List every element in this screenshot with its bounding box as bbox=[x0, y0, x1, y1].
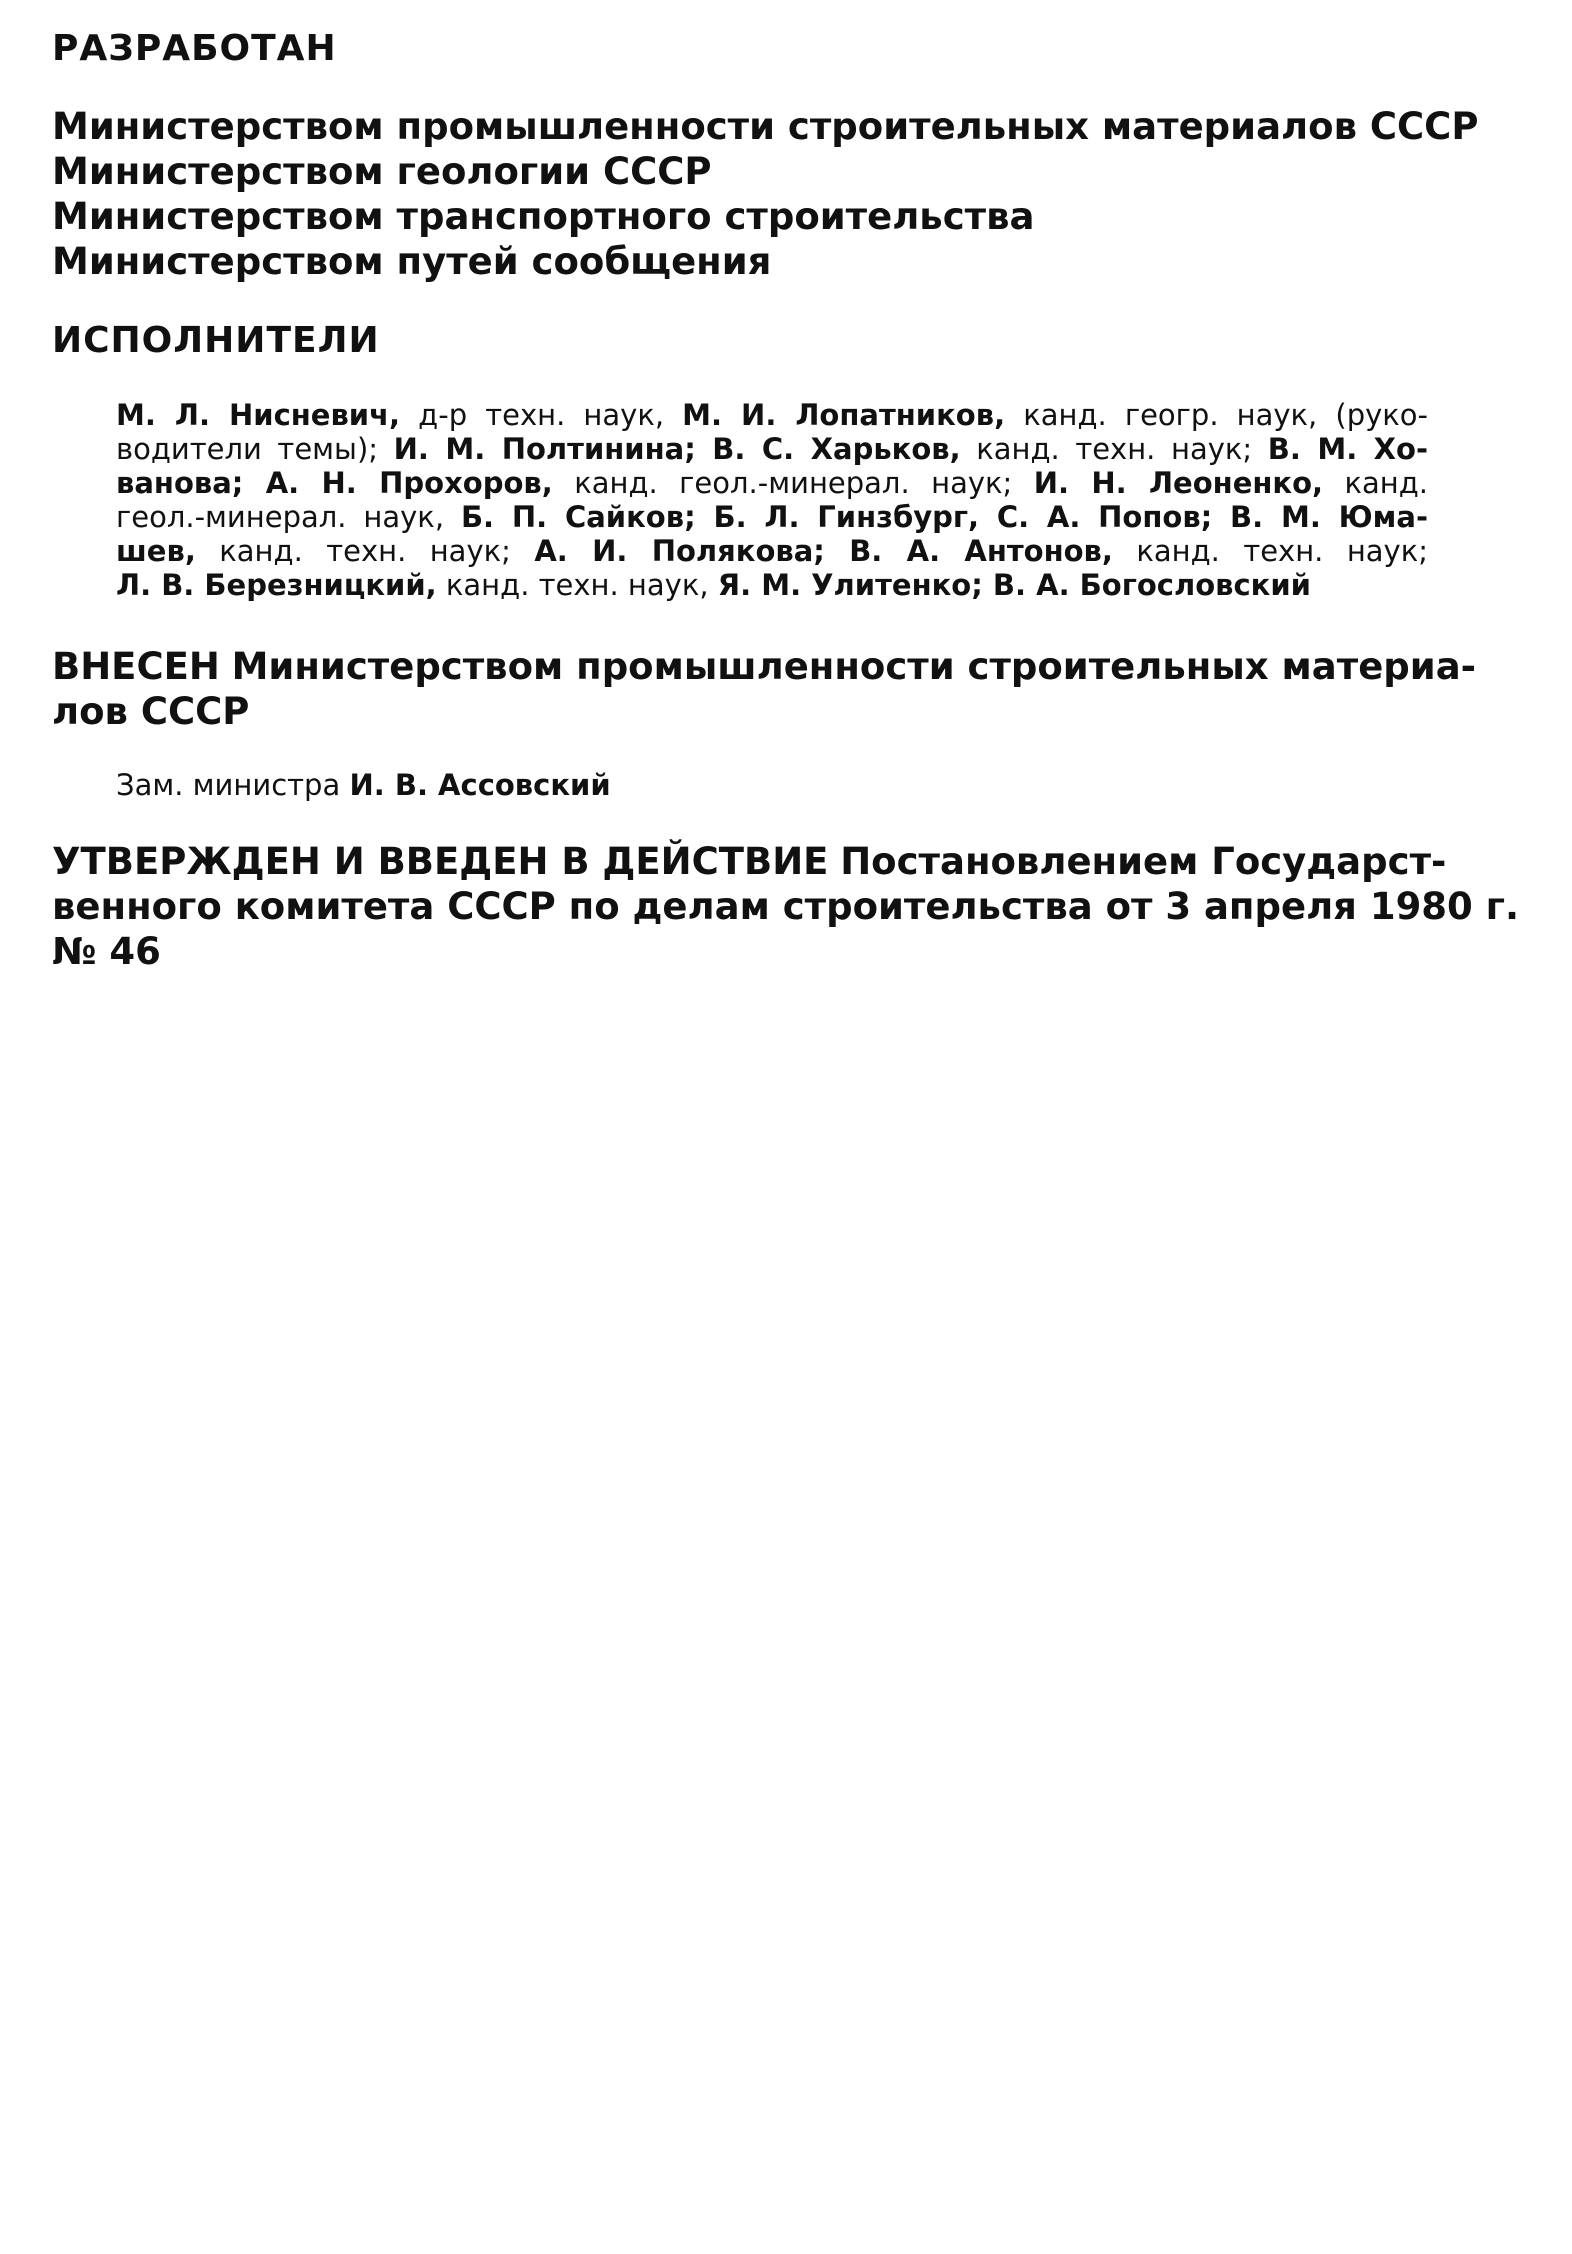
deputy-name: И. В. Ассовский bbox=[349, 768, 611, 802]
approved-line-2: венного комитета СССР по делам строительства от 3 апреля 1980 г. bbox=[52, 885, 1520, 928]
executors-line: геол.-минерал. наук, Б. П. Сайков; Б. Л. Гинзбург, С. А. Попов; В. М. Юма- bbox=[116, 500, 1428, 534]
approved-line-3: № 46 bbox=[52, 930, 161, 973]
executors-line: Л. В. Березницкий, канд. техн. наук, Я. М. Улитенко; В. А. Богословский bbox=[116, 568, 1312, 602]
approved-heading: УТВЕРЖДЕН И ВВЕДЕН В ДЕЙСТВИЕ bbox=[52, 840, 829, 883]
developed-org-1: Министерством промышленности строительных материалов СССР bbox=[52, 105, 1479, 148]
executors-heading: ИСПОЛНИТЕЛИ bbox=[52, 320, 380, 361]
developed-heading: РАЗРАБОТАН bbox=[52, 28, 337, 69]
executors-line: шев, канд. техн. наук; А. И. Полякова; В. А. Антонов, канд. техн. наук; bbox=[116, 534, 1428, 568]
submitted-line-2: лов СССР bbox=[52, 690, 250, 733]
submitted-heading: ВНЕСЕН bbox=[52, 645, 220, 688]
executors-line: водители темы); И. М. Полтинина; В. С. Харьков, канд. техн. наук; В. М. Хо- bbox=[116, 432, 1428, 466]
deputy-title: Зам. министра bbox=[116, 768, 341, 802]
submitted-line-1: ВНЕСЕН Министерством промышленности строительных материа- bbox=[52, 645, 1477, 688]
approved-line-1: УТВЕРЖДЕН И ВВЕДЕН В ДЕЙСТВИЕ Постановлением Государст- bbox=[52, 840, 1447, 883]
executors-paragraph bbox=[116, 398, 1428, 602]
executors-line: М. Л. Нисневич, д-р техн. наук, М. И. Лопатников, канд. геогр. наук, (руко- bbox=[116, 398, 1429, 432]
developed-org-3: Министерством транспортного строительства bbox=[52, 195, 1035, 238]
executors-line: ванова; А. Н. Прохоров, канд. геол.-минерал. наук; И. Н. Леоненко, канд. bbox=[116, 466, 1428, 500]
deputy-signature-line bbox=[116, 768, 611, 802]
developed-org-2: Министерством геологии СССР bbox=[52, 150, 712, 193]
developed-org-4: Министерством путей сообщения bbox=[52, 240, 772, 283]
